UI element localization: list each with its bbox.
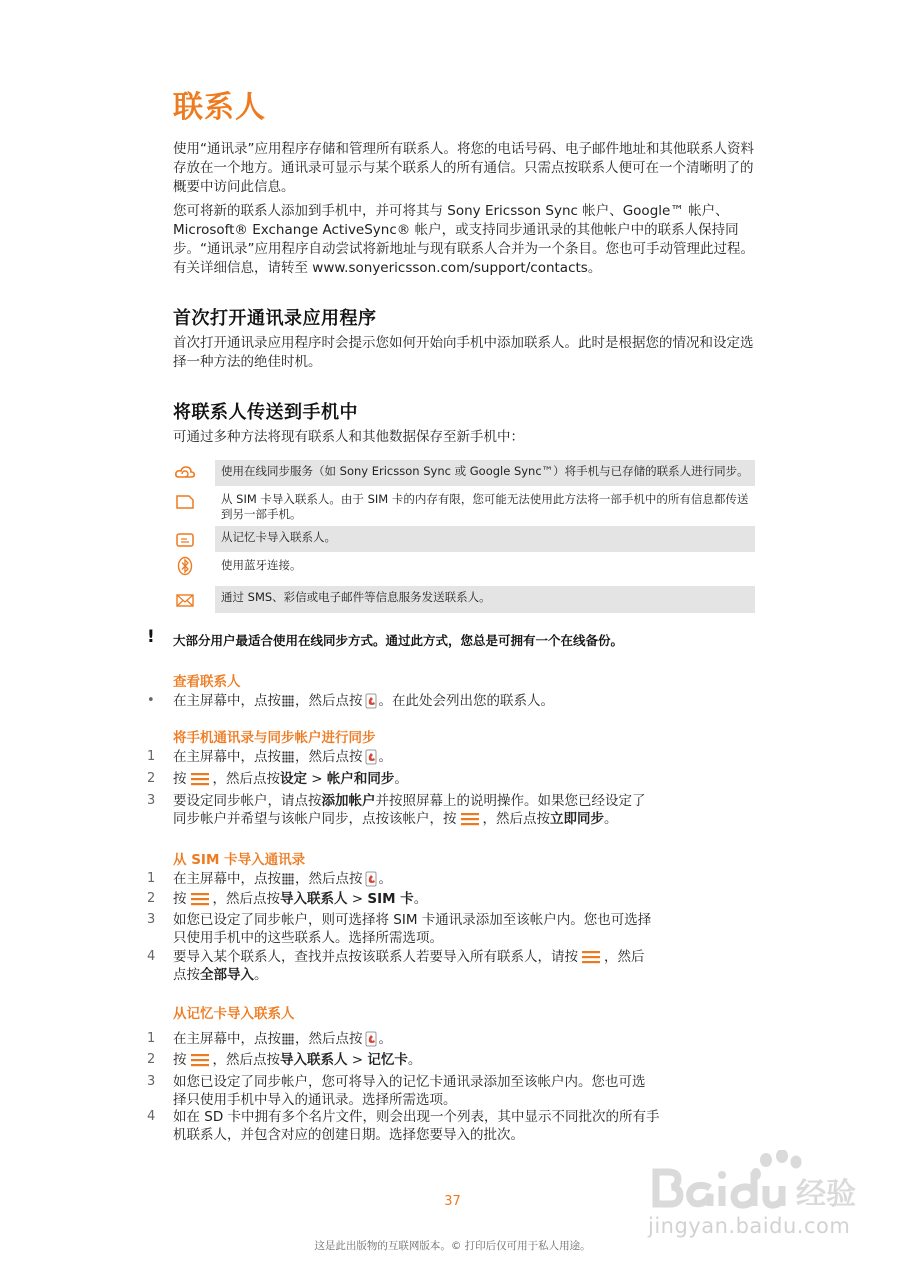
menu-key-icon xyxy=(580,950,602,964)
step-text: ，然后点按 xyxy=(482,811,550,827)
step-number: 1 xyxy=(147,1031,156,1046)
app-grid-icon xyxy=(282,695,294,707)
heading-view-contacts: 查看联系人 xyxy=(173,674,241,690)
step-text: 按 xyxy=(173,771,187,787)
step-number: 3 xyxy=(147,793,156,808)
section-heading-first-open: 首次打开通讯录应用程序 xyxy=(173,308,377,329)
step-text: ，然后点按 xyxy=(295,871,363,887)
method-text: 通过 SMS、彩信或电子邮件等信息服务发送联系人。 xyxy=(215,586,755,613)
step-text: 。 xyxy=(394,771,408,787)
step-text: 机联系人，并包含对应的创建日期。选择您要导入的批次。 xyxy=(173,1127,524,1143)
method-row xyxy=(165,554,755,580)
footer-note: 这是此出版物的互联网版本。© 打印后仅可用于私人用途。 xyxy=(314,1240,591,1252)
section-text-first-open: 首次打开通讯录应用程序时会提示您如何开始向手机中添加联系人。此时是根据您的情况和设定选择一种方法的绝佳时机。 xyxy=(173,335,754,370)
step-number: 2 xyxy=(147,891,156,906)
step-item xyxy=(147,1108,747,1146)
contacts-app-icon xyxy=(364,749,378,765)
step-text: 要设定同步帐户，请点按 xyxy=(173,793,322,809)
step-text: 同步帐户并希望与该帐户同步，点按该帐户，按 xyxy=(173,811,457,827)
step-text: 在主屏幕中，点按 xyxy=(173,871,281,887)
path-separator: > xyxy=(307,771,327,787)
step-text: 在主屏幕中，点按 xyxy=(173,1031,281,1047)
step-text: ，然后点按 xyxy=(212,891,280,907)
heading-sync: 将手机通讯录与同步帐户进行同步 xyxy=(173,730,376,746)
step-text: 如您已设定了同步帐户，则可选择将 SIM 卡通讯录添加至该帐户内。您也可选择 xyxy=(173,912,652,928)
step-text: 在主屏幕中，点按 xyxy=(173,693,281,709)
bullet: • xyxy=(147,693,155,708)
heading-sim-import: 从 SIM 卡导入通讯录 xyxy=(173,852,306,868)
note-icon: ! xyxy=(147,627,155,647)
sync-cloud-icon xyxy=(173,463,197,483)
section-heading-transfer: 将联系人传送到手机中 xyxy=(173,402,358,423)
intro-paragraph-1: 使用“通讯录”应用程序存储和管理所有联系人。将您的电话号码、电子邮件地址和其他联系人资料存放在一个地方。通讯录可显示与某个联系人的所有通信。只需点按联系人便可在一个清晰明了的概要中访问此信息。 xyxy=(173,141,754,195)
step-text: ，然后点按 xyxy=(212,771,280,787)
step-text: 。 xyxy=(378,1031,392,1047)
path-separator: > xyxy=(347,891,368,907)
intro-paragraph-2: 您可将新的联系人添加到手机中，并可将其与 Sony Ericsson Sync 帐户、Google™ 帐户、Microsoft® Exchange ActiveSync® 帐户，或支持同步通讯录的其他帐户中的联系人保持同步。“通讯录”应用程序自动尝试将新地址与现有联系人合并为一个条目。您也可手动管理此过程。有关详细信息，请转至 www.sonyericsson.com/support/contacts。 xyxy=(173,203,754,276)
step-text: 如在 SD 卡中拥有多个名片文件，则会出现一个列表，其中显示不同批次的所有手 xyxy=(173,1109,660,1125)
step-number: 1 xyxy=(147,871,156,886)
step-item xyxy=(147,792,747,830)
step-text: ，然后 xyxy=(604,949,645,965)
method-row xyxy=(165,460,755,486)
step-number: 1 xyxy=(147,749,156,764)
step-text: 点按 xyxy=(173,967,200,983)
svg-text:经验: 经验 xyxy=(796,1177,856,1212)
method-text: 从记忆卡导入联系人。 xyxy=(215,526,755,552)
step-text: ，然后点按 xyxy=(212,1052,280,1068)
memory-card-icon xyxy=(173,530,197,550)
step-text: 。 xyxy=(604,811,618,827)
menu-path-item: 导入联系人 xyxy=(280,891,348,907)
step-number: 4 xyxy=(147,1109,156,1124)
menu-path-item: 立即同步 xyxy=(550,811,604,827)
step-text: 只使用手机中的这些联系人。选择所需选项。 xyxy=(173,930,443,946)
menu-path-item: 帐户和同步 xyxy=(326,771,395,787)
contacts-app-icon xyxy=(364,871,378,887)
contacts-app-icon xyxy=(364,693,378,709)
step-text: ，然后点按 xyxy=(295,1031,363,1047)
menu-key-icon xyxy=(459,812,481,826)
watermark-url: jingyan.baidu.com xyxy=(648,1214,851,1238)
note-text: 大部分用户最适合使用在线同步方式。通过此方式，您总是可拥有一个在线备份。 xyxy=(173,633,624,648)
step-number: 3 xyxy=(147,1074,156,1089)
step-text: 并按照屏幕上的说明操作。如果您已经设定了 xyxy=(375,793,646,809)
step-text: ，然后点按 xyxy=(295,693,363,709)
menu-path-item: SIM 卡 xyxy=(367,891,414,907)
app-grid-icon xyxy=(282,873,294,885)
step-text: 按 xyxy=(173,891,187,907)
step-text: 。 xyxy=(413,891,428,907)
menu-key-icon xyxy=(189,772,211,786)
step-text: 。 xyxy=(407,1052,422,1068)
step-text: 。 xyxy=(378,871,392,887)
app-grid-icon xyxy=(282,751,294,763)
step-text: 。 xyxy=(254,967,268,983)
section-text-transfer: 可通过多种方法将现有联系人和其他数据保存至新手机中： xyxy=(173,429,524,445)
step-item xyxy=(147,911,747,949)
method-row xyxy=(165,586,755,613)
step-text: 要导入某个联系人，查找并点按该联系人若要导入所有联系人，请按 xyxy=(173,949,578,965)
menu-path-item: 导入联系人 xyxy=(280,1052,348,1068)
methods-table xyxy=(165,460,755,616)
menu-path-item: 设定 xyxy=(280,771,307,787)
menu-path-item: 全部导入 xyxy=(200,967,254,983)
sim-card-icon xyxy=(173,492,197,512)
heading-memcard-import: 从记忆卡导入联系人 xyxy=(173,1006,295,1022)
method-row xyxy=(165,488,755,524)
step-text: 择只使用手机中导入的通讯录。选择所需选项。 xyxy=(173,1092,457,1108)
page-title: 联系人 xyxy=(173,90,266,125)
step-text: 在主屏幕中，点按 xyxy=(173,749,281,765)
envelope-icon xyxy=(173,590,197,610)
step-text: 。在此处会列出您的联系人。 xyxy=(378,693,554,709)
app-grid-icon xyxy=(282,1033,294,1045)
menu-path-item: 记忆卡 xyxy=(367,1052,408,1068)
method-row xyxy=(165,526,755,552)
contacts-app-icon xyxy=(364,1031,378,1047)
method-text: 使用蓝牙连接。 xyxy=(221,558,302,572)
step-text: ，然后点按 xyxy=(295,749,363,765)
step-number: 3 xyxy=(147,912,156,927)
bluetooth-icon xyxy=(173,556,197,576)
method-text: 使用在线同步服务（如 Sony Ericsson Sync 或 Google Sync™）将手机与已存储的联系人进行同步。 xyxy=(215,460,755,486)
step-number: 2 xyxy=(147,771,156,786)
path-separator: > xyxy=(347,1052,368,1068)
step-item xyxy=(147,948,747,986)
step-text: 如您已设定了同步帐户，您可将导入的记忆卡通讯录添加至该帐户内。您也可选 xyxy=(173,1074,646,1090)
step-item xyxy=(147,1073,747,1111)
menu-path-item: 添加帐户 xyxy=(321,793,376,809)
menu-key-icon xyxy=(189,1053,211,1067)
menu-key-icon xyxy=(189,892,211,906)
step-text: 按 xyxy=(173,1052,187,1068)
method-text: 从 SIM 卡导入联系人。由于 SIM 卡的内存有限，您可能无法使用此方法将一部手机中的所有信息都传送到另一部手机。 xyxy=(221,492,749,521)
step-number: 2 xyxy=(147,1052,156,1067)
page-number: 37 xyxy=(444,1194,461,1209)
step-text: 。 xyxy=(378,749,392,765)
step-number: 4 xyxy=(147,949,156,964)
